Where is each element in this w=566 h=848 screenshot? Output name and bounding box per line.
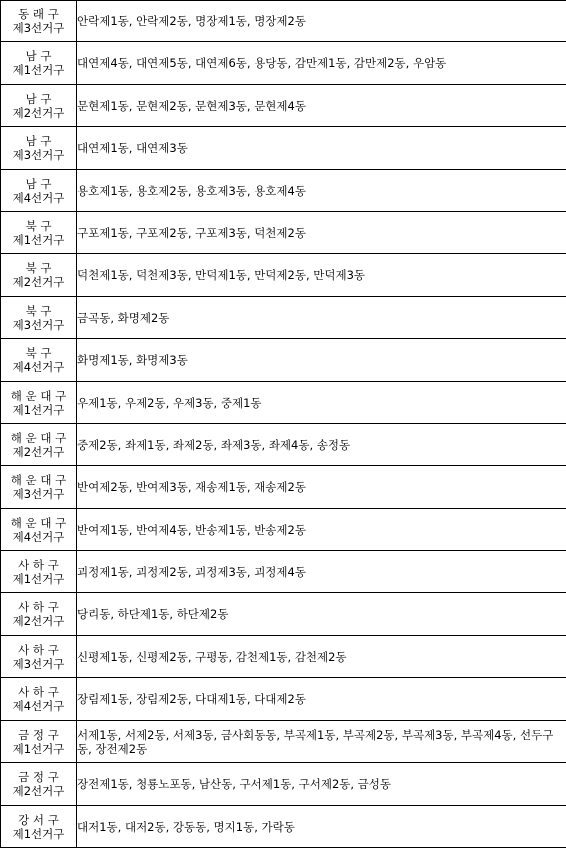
district-cell	[1, 42, 77, 85]
district-name: 북 구	[1, 346, 76, 360]
district-cell	[1, 678, 77, 721]
constituency-name: 제1선거구	[1, 63, 76, 77]
constituency-name: 제3선거구	[1, 657, 76, 671]
district-cell	[1, 551, 77, 593]
district-name: 해 운 대 구	[1, 473, 76, 487]
dong-list-cell: 장림제1동, 장림제2동, 다대제1동, 다대제2동	[77, 678, 566, 721]
table-row	[1, 42, 566, 85]
dong-list-cell: 장전제1동, 청룡노포동, 남산동, 구서제1동, 구서제2동, 금성동	[77, 763, 566, 806]
table-row	[1, 466, 566, 509]
district-cell	[1, 127, 77, 170]
table-row	[1, 551, 566, 593]
dong-list-cell: 우제1동, 우제2동, 우제3동, 중제1동	[77, 382, 566, 424]
district-name: 사 하 구	[1, 600, 76, 614]
constituency-name: 제1선거구	[1, 233, 76, 247]
table-body	[1, 1, 566, 848]
district-cell	[1, 254, 77, 297]
dong-list-cell: 반여제2동, 반여제3동, 재송제1동, 재송제2동	[77, 466, 566, 509]
dong-list-cell: 용호제1동, 용호제2동, 용호제3동, 용호제4동	[77, 170, 566, 212]
district-name: 북 구	[1, 304, 76, 318]
constituency-name: 제4선거구	[1, 191, 76, 205]
district-cell	[1, 339, 77, 382]
constituency-name: 제4선거구	[1, 360, 76, 374]
district-name: 사 하 구	[1, 558, 76, 572]
district-cell	[1, 466, 77, 509]
dong-list-cell: 금곡동, 화명제2동	[77, 297, 566, 339]
district-cell	[1, 721, 77, 763]
constituency-name: 제3선거구	[1, 318, 76, 332]
table-row	[1, 806, 566, 848]
district-name: 사 하 구	[1, 685, 76, 699]
district-name: 금 정 구	[1, 728, 76, 742]
constituency-name: 제3선거구	[1, 148, 76, 162]
table-row	[1, 212, 566, 254]
district-name: 해 운 대 구	[1, 389, 76, 403]
district-name: 금 정 구	[1, 770, 76, 784]
dong-list-cell: 반여제1동, 반여제4동, 반송제1동, 반송제2동	[77, 509, 566, 551]
constituency-name: 제2선거구	[1, 614, 76, 628]
dong-list-cell: 안락제1동, 안락제2동, 명장제1동, 명장제2동	[77, 1, 566, 42]
district-cell	[1, 212, 77, 254]
table-row	[1, 678, 566, 721]
district-cell	[1, 297, 77, 339]
constituency-name: 제4선거구	[1, 699, 76, 713]
table-row	[1, 593, 566, 636]
table-row	[1, 127, 566, 170]
district-cell	[1, 1, 77, 42]
district-name: 남 구	[1, 134, 76, 148]
district-cell	[1, 806, 77, 848]
table-row	[1, 297, 566, 339]
dong-list-cell: 덕천제1동, 덕천제3동, 만덕제1동, 만덕제2동, 만덕제3동	[77, 254, 566, 297]
constituency-name: 제2선거구	[1, 275, 76, 289]
table-row	[1, 254, 566, 297]
dong-list-cell: 문현제1동, 문현제2동, 문현제3동, 문현제4동	[77, 85, 566, 127]
constituency-name: 제2선거구	[1, 445, 76, 459]
table-row	[1, 339, 566, 382]
district-cell	[1, 763, 77, 806]
table-row	[1, 170, 566, 212]
district-cell	[1, 382, 77, 424]
dong-list-cell: 서제1동, 서제2동, 서제3동, 금사회동동, 부곡제1동, 부곡제2동, 부곡제3동, 부곡제4동, 선두구동, 장전제2동	[77, 721, 566, 763]
constituency-name: 제1선거구	[1, 827, 76, 841]
table-row	[1, 424, 566, 466]
district-name: 강 서 구	[1, 813, 76, 827]
table-row	[1, 636, 566, 678]
constituency-name: 제2선거구	[1, 106, 76, 120]
district-name: 북 구	[1, 219, 76, 233]
district-cell	[1, 593, 77, 636]
constituency-name: 제3선거구	[1, 21, 76, 35]
district-cell	[1, 85, 77, 127]
district-name: 남 구	[1, 177, 76, 191]
district-cell	[1, 424, 77, 466]
constituency-name: 제1선거구	[1, 403, 76, 417]
table-row	[1, 1, 566, 42]
table-row	[1, 85, 566, 127]
constituency-name: 제3선거구	[1, 487, 76, 501]
district-name: 동 래 구	[1, 7, 76, 21]
dong-list-cell: 당리동, 하단제1동, 하단제2동	[77, 593, 566, 636]
constituency-name: 제2선거구	[1, 784, 76, 798]
dong-list-cell: 화명제1동, 화명제3동	[77, 339, 566, 382]
district-name: 남 구	[1, 92, 76, 106]
constituency-name: 제4선거구	[1, 530, 76, 544]
dong-list-cell: 신평제1동, 신평제2동, 구평동, 감천제1동, 감천제2동	[77, 636, 566, 678]
dong-list-cell: 대저1동, 대저2동, 강동동, 명지1동, 가락동	[77, 806, 566, 848]
table-row	[1, 763, 566, 806]
district-name: 남 구	[1, 49, 76, 63]
dong-list-cell: 괴정제1동, 괴정제2동, 괴정제3동, 괴정제4동	[77, 551, 566, 593]
district-name: 해 운 대 구	[1, 431, 76, 445]
constituency-name: 제1선거구	[1, 742, 76, 756]
district-cell	[1, 636, 77, 678]
dong-list-cell: 대연제1동, 대연제3동	[77, 127, 566, 170]
district-name: 사 하 구	[1, 643, 76, 657]
dong-list-cell: 중제2동, 좌제1동, 좌제2동, 좌제3동, 좌제4동, 송정동	[77, 424, 566, 466]
dong-list-cell: 구포제1동, 구포제2동, 구포제3동, 덕천제2동	[77, 212, 566, 254]
constituency-name: 제1선거구	[1, 572, 76, 586]
district-cell	[1, 509, 77, 551]
table-row	[1, 509, 566, 551]
table-row	[1, 382, 566, 424]
district-name: 북 구	[1, 261, 76, 275]
dong-list-cell: 대연제4동, 대연제5동, 대연제6동, 용당동, 감만제1동, 감만제2동, 우암동	[77, 42, 566, 85]
district-name: 해 운 대 구	[1, 516, 76, 530]
district-cell	[1, 170, 77, 212]
table-row	[1, 721, 566, 763]
